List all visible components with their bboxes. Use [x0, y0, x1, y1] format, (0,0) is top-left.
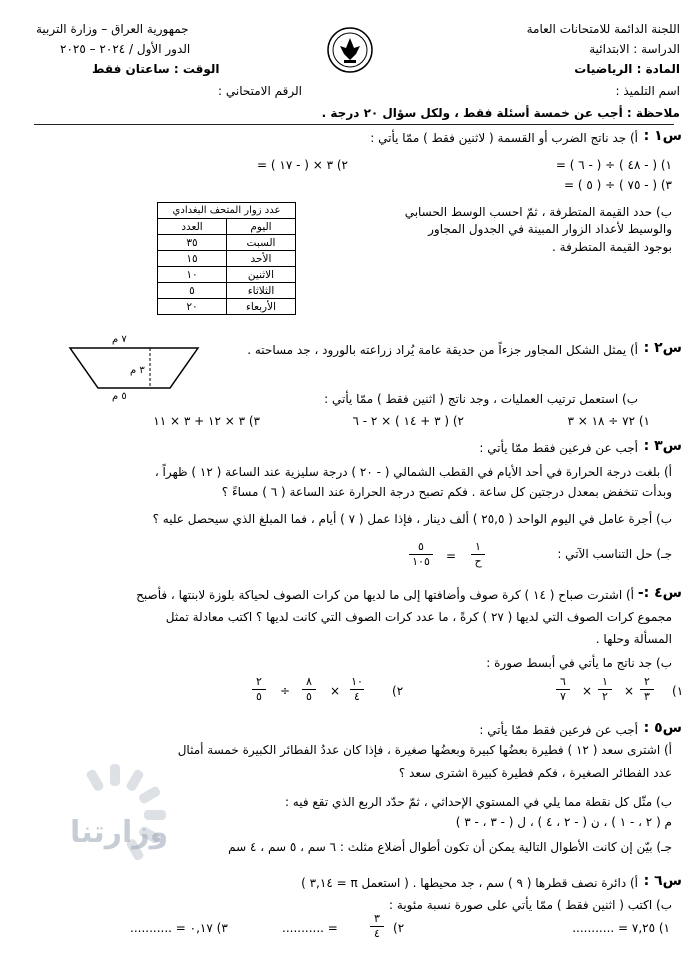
fraction-denominator: ٧: [560, 690, 566, 703]
fraction-numerator: ٢: [256, 675, 262, 688]
fraction-denominator: ٥: [256, 690, 262, 703]
q4-b1-label: ١): [672, 684, 684, 698]
q6-b-item-2-fraction: [370, 913, 384, 940]
q5-b-line-1: ب) مثّل كل نقطة مما يلي في المستوي الإحداثي ، ثمّ حدّد الربع الذي تقع فيه :: [284, 795, 672, 809]
divider: [34, 124, 674, 125]
trapezoid-height: ٣ م: [130, 365, 145, 376]
trapezoid-bottom-length: ٥ م: [112, 391, 127, 402]
fraction-denominator: ٤: [354, 690, 360, 703]
q3-c-text: جـ) حل التناسب الآتي :: [557, 547, 672, 561]
q6-b-item-2-answer: = ...........: [282, 921, 338, 935]
q4-b-text: ب) جد ناتج ما يأتي في أبسط صورة :: [486, 656, 672, 670]
table-cell: ١٥: [158, 251, 227, 267]
proportion-fraction-1: [471, 541, 485, 568]
table-row: [158, 267, 296, 283]
iraq-emblem-icon: [326, 26, 374, 74]
q5-label: س٥ :: [643, 720, 682, 736]
ministry-title: جمهورية العراق – وزارة التربية: [36, 22, 189, 36]
table-cell: ٥: [158, 283, 227, 299]
fraction-numerator: ٨: [306, 675, 312, 688]
table-cell: السبت: [227, 235, 296, 251]
fraction-numerator: ٦: [560, 675, 566, 688]
watermark-text: وزارتنا: [70, 815, 169, 850]
q4-b1-fraction-2: [598, 676, 612, 703]
table-caption: عدد زوار المتحف البغدادي: [158, 203, 296, 219]
table-cell: ٣٥: [158, 235, 227, 251]
times-sign: ×: [330, 684, 341, 698]
q3-b-text: ب) أجرة عامل في اليوم الواحد ( ٢٥,٥ ) ألف دينار ، فإذا عمل ( ٧ ) أيام ، فما المبلغ الذي سيحصل عليه ؟: [152, 512, 672, 526]
q5-a-line-2: عدد الفطائر الصغيرة ، فكم فطيرة كبيرة اشترى سعد ؟: [398, 766, 672, 780]
q3-a-line-1: أ) بلغت درجة الحرارة في أحد الأيام في القطب الشمالي ( - ٢٠ ) درجة سليزية عند الساعة ( ١٢ ) ظهراً ،: [154, 465, 672, 479]
q4-b2-label: ٢): [392, 684, 404, 698]
fraction-denominator: ٢: [602, 690, 608, 703]
fraction-numerator: ٣: [374, 912, 380, 925]
table-row: [158, 283, 296, 299]
exam-round: الدور الأول / ٢٠٢٤ – ٢٠٢٥: [60, 42, 191, 56]
committee-title: اللجنة الدائمة للامتحانات العامة: [526, 22, 680, 36]
q5-c-text: جـ) بيّن إن كانت الأطوال التالية يمكن أن تكون أطوال أضلاع مثلث : ٦ سم ، ٥ سم ، ٤ سم: [228, 840, 672, 854]
times-sign: ×: [582, 684, 593, 698]
q3-head: أجب عن فرعين فقط ممّا يأتي :: [479, 441, 638, 455]
table-cell: الأربعاء: [227, 299, 296, 315]
student-name-label: اسم التلميذ :: [615, 84, 680, 98]
q1-item-3: ٣) ( - ٧٥ ) ÷ ( ٥ ) =: [564, 178, 672, 192]
q2-a-text: أ) يمثل الشكل المجاور جزءاً من حديقة عامة يُراد زراعته بالورود ، جد مساحته .: [247, 343, 638, 357]
q1-item-1: ١) ( - ٤٨ ) ÷ ( - ٦ ) =: [555, 158, 672, 172]
times-sign: ×: [624, 684, 635, 698]
table-cell: الاثنين: [227, 267, 296, 283]
table-row: [158, 251, 296, 267]
proportion-fraction-2: [409, 541, 433, 568]
q6-a-text: أ) دائرة نصف قطرها ( ٩ ) سم ، جد محيطها . ( استعمل π = ٣,١٤ ): [301, 876, 638, 890]
divide-sign: ÷: [280, 684, 291, 698]
q6-b-item-2-label: ٢): [393, 921, 405, 935]
fraction-denominator: ح: [474, 555, 482, 568]
q1-b-line-1: ب) حدد القيمة المتطرفة ، ثمّ احسب الوسط الحسابي: [404, 205, 672, 219]
fraction-numerator: ١: [475, 540, 481, 553]
fraction-denominator: ٥: [306, 690, 312, 703]
q2-label: س٢ :: [643, 340, 682, 356]
table-header-row: [158, 219, 296, 235]
q4-label: س٤ :-: [637, 585, 682, 601]
q6-b-item-3: ٣) ٠,١٧ = ...........: [130, 921, 228, 935]
table-caption-row: [158, 203, 296, 219]
q4-a-line-2: مجموع كرات الصوف التي لديها ( ٢٧ ) كرةً ، ما عدد كرات الصوف التي كانت لديها ؟ اكتب معادلة تمثل: [165, 610, 672, 624]
visitors-table: [157, 202, 296, 315]
q1-b-line-2: والوسيط لأعداد الزوار المبينة في الجدول المجاور: [428, 222, 672, 236]
q4-b1-fraction-3: [556, 676, 570, 703]
study-level: الدراسة : الابتدائية: [589, 42, 680, 56]
fraction-numerator: ١: [602, 675, 608, 688]
fraction-numerator: ١٠: [351, 675, 363, 688]
exam-note: ملاحظة : أجب عن خمسة أسئلة فقط ، ولكل سؤال ٢٠ درجة .: [321, 106, 680, 120]
table-cell: الثلاثاء: [227, 283, 296, 299]
q1-item-2: ٢) ٣ × ( - ١٧ ) =: [257, 158, 348, 172]
q2-b-item-1: ١) ٧٢ ÷ ١٨ × ٣: [567, 414, 650, 428]
q2-b-text: ب) استعمل ترتيب العمليات ، وجد ناتج ( اثنين فقط ) ممّا يأتي :: [324, 392, 638, 406]
table-row: [158, 235, 296, 251]
fraction-numerator: ٥: [418, 540, 424, 553]
q4-b2-fraction-2: [302, 676, 316, 703]
q5-b-points: م ( ٢ ، - ١ ) ، ن ( - ٢ ، ٤ ) ، ل ( - ٣ ، - ٣ ): [455, 815, 672, 829]
fraction-numerator: ٢: [644, 675, 650, 688]
q5-a-line-1: أ) اشترى سعد ( ١٢ ) فطيرة بعضُها كبيرة وبعضُها صغيرة ، فإذا كان عددُ الفطائر الكبيرة خمسة أمثال: [177, 743, 672, 757]
q3-a-line-2: وبدأت تنخفض بمعدل درجتين كل ساعة . فكم تصبح درجة الحرارة عند الساعة ( ٦ ) مساءً ؟: [221, 485, 672, 499]
exam-number-label: الرقم الامتحاني :: [218, 84, 302, 98]
table-row: [158, 299, 296, 315]
q1-label: س١ :: [643, 128, 682, 144]
trapezoid-top-length: ٧ م: [112, 334, 127, 345]
q6-label: س٦ :: [643, 873, 682, 889]
q6-b-item-1: ١) ٧,٢٥ = ...........: [572, 921, 670, 935]
q1-b-line-3: بوجود القيمة المتطرفة .: [552, 240, 672, 254]
table-cell: ١٠: [158, 267, 227, 283]
fraction-denominator: ١٠٥: [412, 555, 430, 568]
q4-a-line-3: المسألة وحلها .: [595, 632, 672, 646]
q2-b-item-3: ٣) ٣ × ١٢ + ٣ × ١١: [153, 414, 260, 428]
exam-time: الوقت : ساعتان فقط: [92, 62, 220, 76]
fraction-denominator: ٣: [644, 690, 650, 703]
fraction-denominator: ٤: [374, 927, 380, 940]
q4-b1-fraction-1: [640, 676, 654, 703]
q2-b-item-2: ٢) ( ٣ + ١٤ ) × ٢ - ٦: [352, 414, 464, 428]
q1-a-text: أ) جد ناتج الضرب أو القسمة ( لاثنين فقط ) ممّا يأتي :: [370, 131, 638, 145]
table-cell: ٢٠: [158, 299, 227, 315]
proportion-equals: =: [446, 549, 457, 563]
subject: المادة : الرياضيات: [574, 62, 680, 76]
q4-b2-fraction-3: [252, 676, 266, 703]
table-header-count: العدد: [158, 219, 227, 235]
q4-b2-fraction-1: [350, 676, 364, 703]
table-cell: الأحد: [227, 251, 296, 267]
q4-a-line-1: أ) اشترت صباح ( ١٤ ) كرة صوف وأضافتها إلى ما لديها من كرات الصوف لحياكة بلوزة لابنتها ، فأصبح: [136, 588, 634, 602]
table-header-day: اليوم: [227, 219, 296, 235]
q3-label: س٣ :: [643, 438, 682, 454]
q6-b-text: ب) اكتب ( اثنين فقط ) ممّا يأتي على صورة نسبة مئوية :: [389, 898, 672, 912]
q5-head: أجب عن فرعين فقط ممّا يأتي :: [479, 723, 638, 737]
